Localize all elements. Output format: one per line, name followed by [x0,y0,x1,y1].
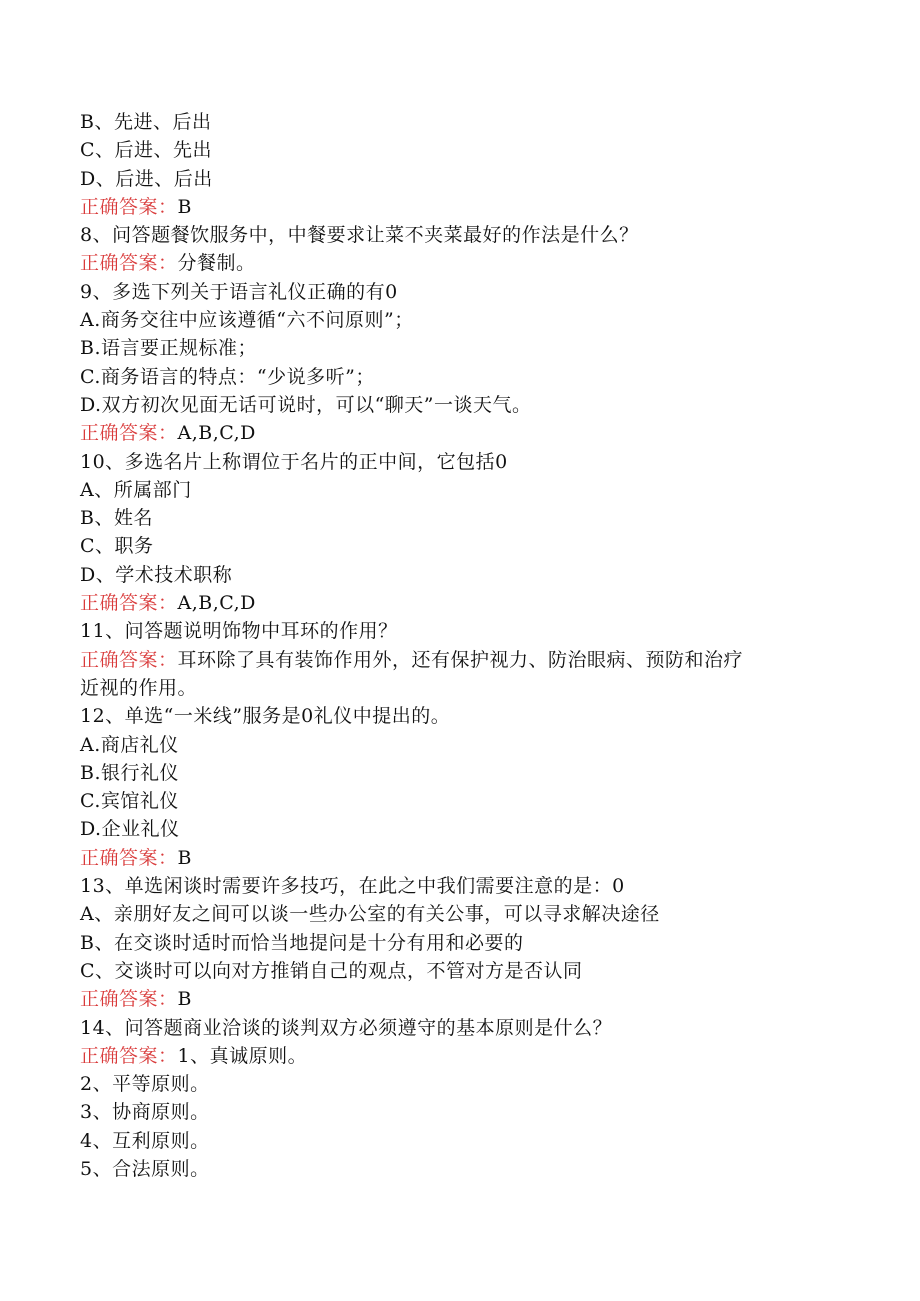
answer-value: A,B,C,D [177,592,256,615]
text-line: 13、单选闲谈时需要许多技巧，在此之中我们需要注意的是：0 [80,875,625,898]
text-line: 4、互利原则。 [80,1129,210,1152]
text-line: 14、问答题商业洽谈的谈判双方必须遵守的基本原则是什么？ [80,1016,613,1039]
text-line: 12、单选“一米线”服务是0礼仪中提出的。 [80,705,451,728]
text-line: A.商店礼仪 [80,733,179,756]
text-line: B、在交谈时适时而恰当地提问是十分有用和必要的 [80,931,524,954]
answer-line [80,589,860,617]
document-body [80,108,860,1183]
answer-value: B [177,846,192,869]
text-line: C、职务 [80,535,154,558]
answer-value: 1、真诚原则。 [177,1044,308,1067]
answer-line [80,844,860,872]
text-line: C、交谈时可以向对方推销自己的观点，不管对方是否认同 [80,959,583,982]
answer-label: 正确答案： [80,1044,178,1067]
text-line: A、所属部门 [80,478,192,501]
text-line: B.语言要正规标准； [80,337,258,360]
text-line: B.银行礼仪 [80,761,180,784]
text-line: C、后进、先出 [80,139,213,162]
answer-value: 分餐制。 [177,252,256,275]
answer-label: 正确答案： [80,592,178,615]
text-line: 11、问答题说明饰物中耳环的作用？ [80,620,398,643]
text-line: 9、多选下列关于语言礼仪正确的有0 [80,280,398,303]
text-line: D.双方初次见面无话可说时，可以“聊天”一谈天气。 [80,393,532,416]
answer-line [80,1042,860,1070]
answer-line [80,193,860,221]
answer-line [80,249,860,277]
text-line: A.商务交往中应该遵循“六不问原则”； [80,309,414,332]
text-line: B、姓名 [80,507,153,530]
text-line: 3、协商原则。 [80,1101,210,1124]
answer-label: 正确答案： [80,252,178,275]
answer-label: 正确答案： [80,846,178,869]
text-line: 2、平等原则。 [80,1073,210,1096]
answer-value: B [177,195,192,218]
answer-line [80,419,860,447]
text-line: D、学术技术职称 [80,563,233,586]
answer-label: 正确答案： [80,422,178,445]
answer-value: B [177,988,192,1011]
answer-label: 正确答案： [80,648,178,671]
text-line: 5、合法原则。 [80,1157,210,1180]
text-line: D、后进、后出 [80,167,213,190]
text-line: D.企业礼仪 [80,818,180,841]
text-line: B、先进、后出 [80,111,212,133]
answer-line [80,646,860,674]
text-line: 近视的作用。 [80,676,198,699]
answer-label: 正确答案： [80,195,178,218]
answer-label: 正确答案： [80,988,178,1011]
answer-value: A,B,C,D [177,422,256,445]
text-line: C.宾馆礼仪 [80,790,179,813]
answer-line [80,985,860,1013]
text-line: 10、多选名片上称谓位于名片的正中间，它包括0 [80,450,508,473]
text-line: C.商务语言的特点：“少说多听”； [80,365,375,388]
answer-value: 耳环除了具有装饰作用外，还有保护视力、防治眼病、预防和治疗 [177,648,744,671]
text-line: 8、问答题餐饮服务中，中餐要求让菜不夹菜最好的作法是什么？ [80,224,639,247]
text-line: A、亲朋好友之间可以谈一些办公室的有关公事，可以寻求解决途径 [80,903,660,926]
